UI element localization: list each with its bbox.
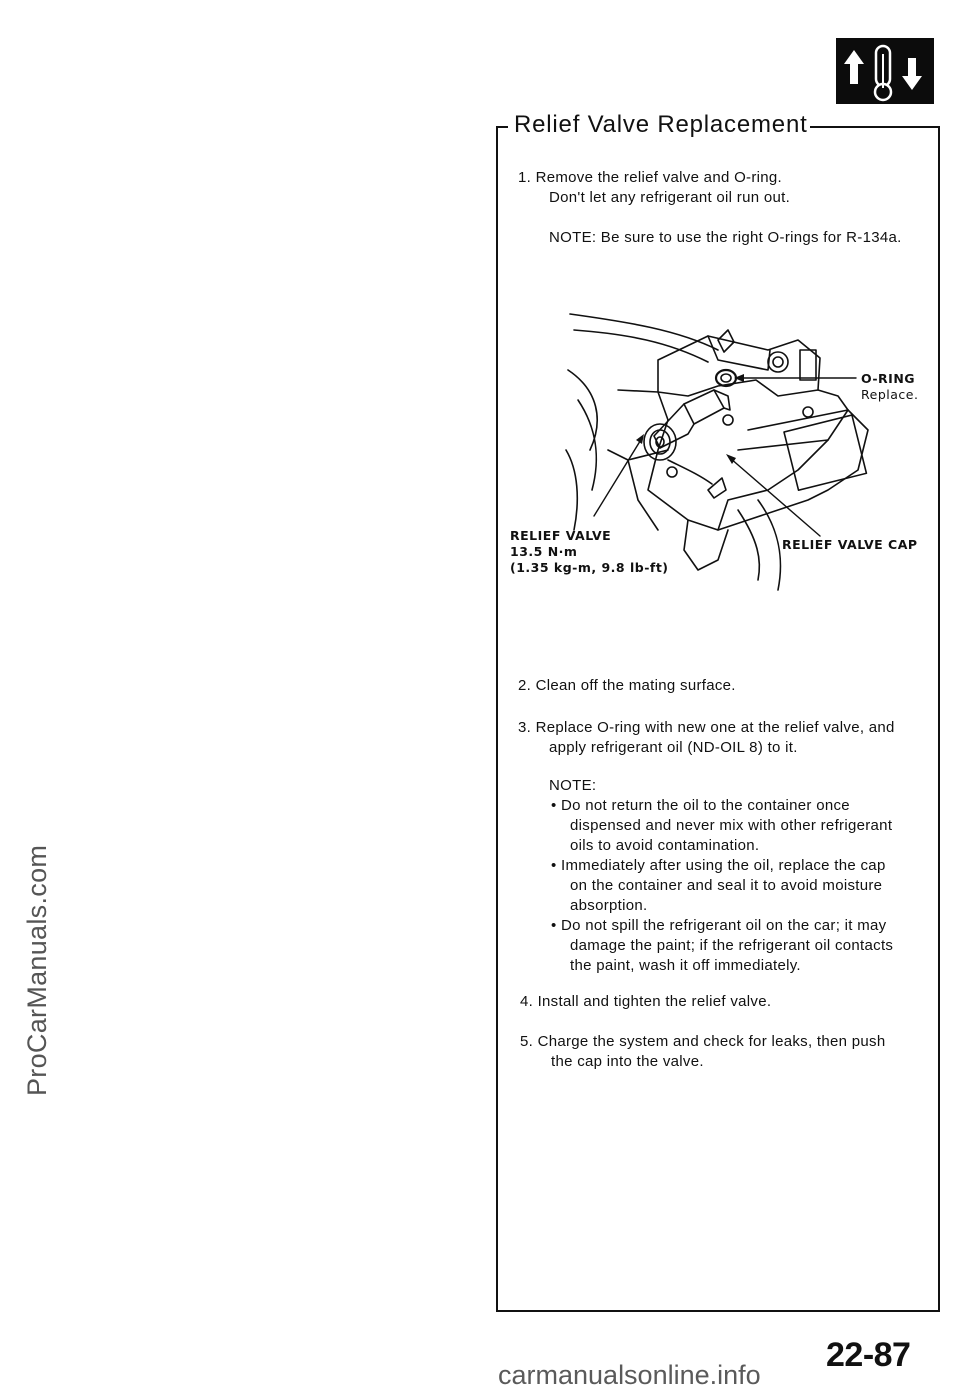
frame-top-rule (810, 126, 940, 128)
step-3-bullet-1-line-2: dispensed and never mix with other refrigerant (570, 817, 893, 834)
step-1-line-1: 1. Remove the relief valve and O-ring. (518, 169, 783, 186)
step-3-bullet-3-line-1: • Do not spill the refrigerant oil on the car; it may (551, 917, 887, 934)
oring-replace-note: Replace. (861, 387, 919, 402)
page-number: 22-87 (826, 1336, 911, 1374)
step-5-line-1: 5. Charge the system and check for leaks, then push (520, 1033, 886, 1050)
step-1-line-2: Don't let any refrigerant oil run out. (549, 189, 791, 206)
oring-label: O-RING (861, 371, 916, 386)
relief-valve-torque-imperial: (1.35 kg-m, 9.8 lb-ft) (510, 560, 669, 575)
step-3-bullet-3-line-3: the paint, wash it off immediately. (570, 957, 801, 974)
watermark-bottom: carmanualsonline.info (498, 1360, 761, 1390)
step-3-line-2: apply refrigerant oil (ND-OIL 8) to it. (549, 739, 798, 756)
step-3-bullet-1-line-3: oils to avoid contamination. (570, 837, 760, 854)
step-3-line-1: 3. Replace O-ring with new one at the relief valve, and (518, 719, 895, 736)
step-3-bullet-2-line-2: on the container and seal it to avoid moisture (570, 877, 883, 894)
section-title: Relief Valve Replacement (514, 111, 808, 138)
relief-valve-cap-label: RELIEF VALVE CAP (782, 537, 918, 552)
step-3-note-label: NOTE: (549, 777, 597, 794)
step-5-line-2: the cap into the valve. (551, 1053, 704, 1070)
step-3-bullet-3-line-2: damage the paint; if the refrigerant oil contacts (570, 937, 894, 954)
step-3-bullet-2-line-1: • Immediately after using the oil, replace the cap (551, 857, 886, 874)
step-1-note: NOTE: Be sure to use the right O-rings for R-134a. (549, 229, 902, 246)
step-3-bullet-2-line-3: absorption. (570, 897, 648, 914)
step-3-bullet-1-line-1: • Do not return the oil to the container once (551, 797, 850, 814)
frame-top-rule (496, 126, 508, 128)
relief-valve-label: RELIEF VALVE (510, 528, 612, 543)
relief-valve-torque-metric: 13.5 N·m (510, 544, 578, 559)
watermark-side: ProCarManuals.com (22, 844, 52, 1096)
heater-ac-thermometer-icon (836, 38, 934, 104)
step-2: 2. Clean off the mating surface. (518, 677, 736, 694)
step-4: 4. Install and tighten the relief valve. (520, 993, 772, 1010)
